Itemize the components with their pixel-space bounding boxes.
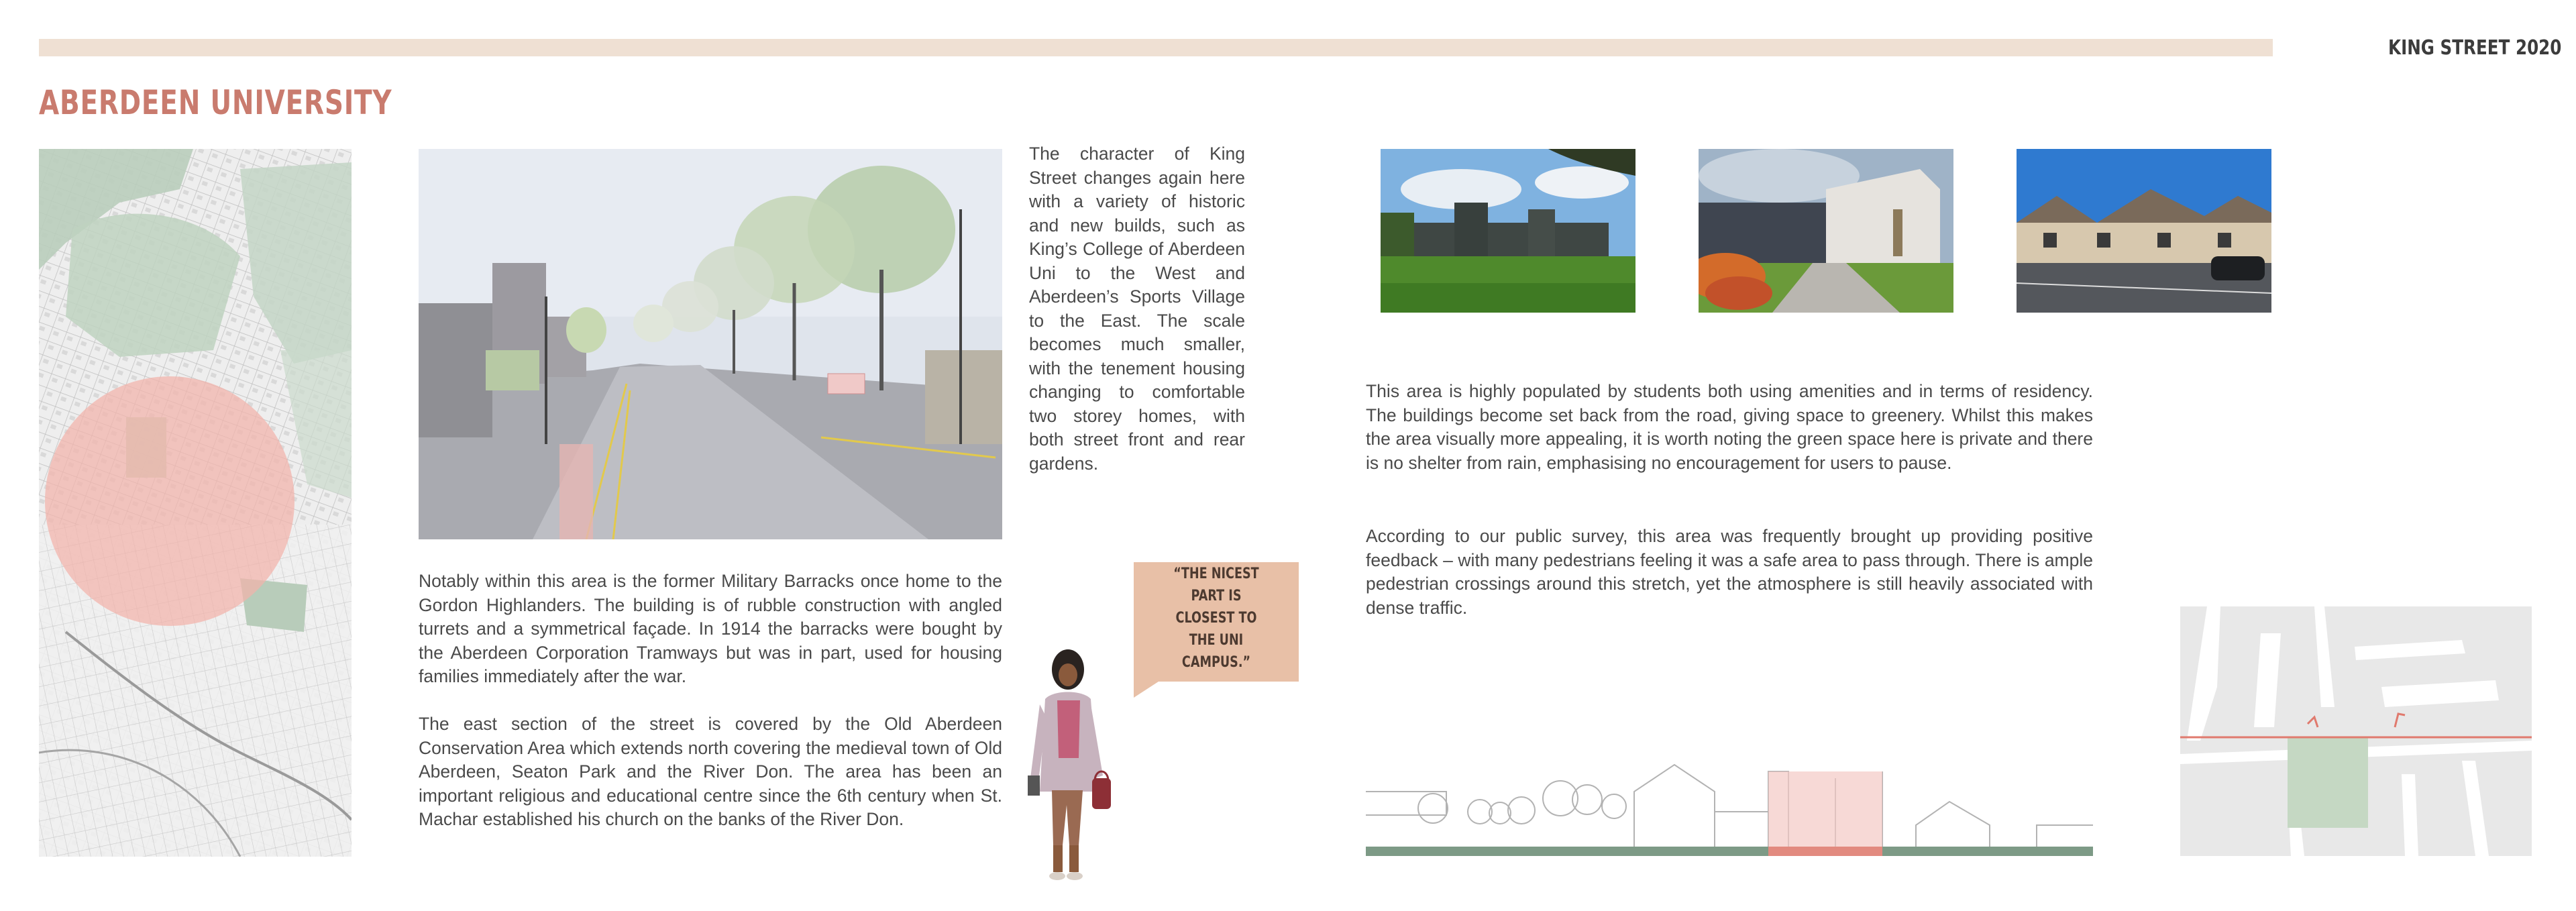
conservation-area-paragraph: The east section of the street is covered by the Old Aberdeen Conservation Area which extends north covering the medieval town of Old Aberdeen, Seaton Park and the River Don. The area has been an important religious and educational centre since the 6th century when St. Machar established his church on the banks of the River Don. [419, 714, 1002, 829]
location-map [2180, 606, 2532, 856]
area-map [39, 149, 352, 857]
street-sketch-illustration-icon [419, 149, 1002, 539]
street-section [1366, 751, 2093, 859]
person-figure [1013, 644, 1120, 886]
sports-village-photo [1699, 149, 1953, 313]
street-sketch [419, 149, 1002, 539]
survey-quote-text: “THE NICEST PART IS CLOSEST TO THE UNI CAMPUS.” [1173, 565, 1259, 671]
kings-college-photo [1381, 149, 1635, 313]
header-band [39, 39, 2273, 56]
document-brand: KING STREET 2020 [2388, 36, 2562, 60]
survey-quote-bubble [1134, 562, 1299, 682]
sports-village-photo-icon [1699, 149, 1953, 313]
students-paragraph: This area is highly populated by students both using amenities and in terms of residency. The buildings become set back from the road, giving space to greenery. Whilst this makes the area visually more appealing, it is worth noting the green space here is private and there is no shelter from rain, emphasising no encouragement for users to pause. [1366, 381, 2093, 473]
location-map-icon [2180, 606, 2532, 856]
cottages-photo-icon [2017, 149, 2271, 313]
street-section-drawing-icon [1366, 751, 2093, 859]
cottages-photo [2017, 149, 2271, 313]
page-title: ABERDEEN UNIVERSITY [39, 83, 392, 122]
quote-bubble-tail [1134, 680, 1161, 698]
map-illustration-icon [39, 149, 352, 857]
kings-college-photo-icon [1381, 149, 1635, 313]
person-illustration-icon [1013, 644, 1120, 886]
military-barracks-paragraph: Notably within this area is the former Military Barracks once home to the Gordon Highlanders. The building is of rubble construction with angled turrets and a symmetrical façade. In 1914 the barracks were bought by the Aberdeen Corporation Tramways but was in part, used for housing families immediately after the war. [419, 571, 1002, 686]
survey-paragraph: According to our public survey, this area was frequently brought up providing positive feedback – with many pedestrians feeling it was a safe area to pass through. There is ample pedestrian crossings around this stretch, yet the atmosphere is still heavily associated with dense traffic. [1366, 526, 2093, 618]
character-paragraph: The character of King Street changes again here with a variety of historic and new builds, such as King’s College of Aberdeen Uni to the West and Aberdeen’s Sports Village to the East. The scale becomes much smaller, with the tenement housing changing to comfortable two storey homes, with both street front and rear gardens. [1029, 144, 1245, 474]
